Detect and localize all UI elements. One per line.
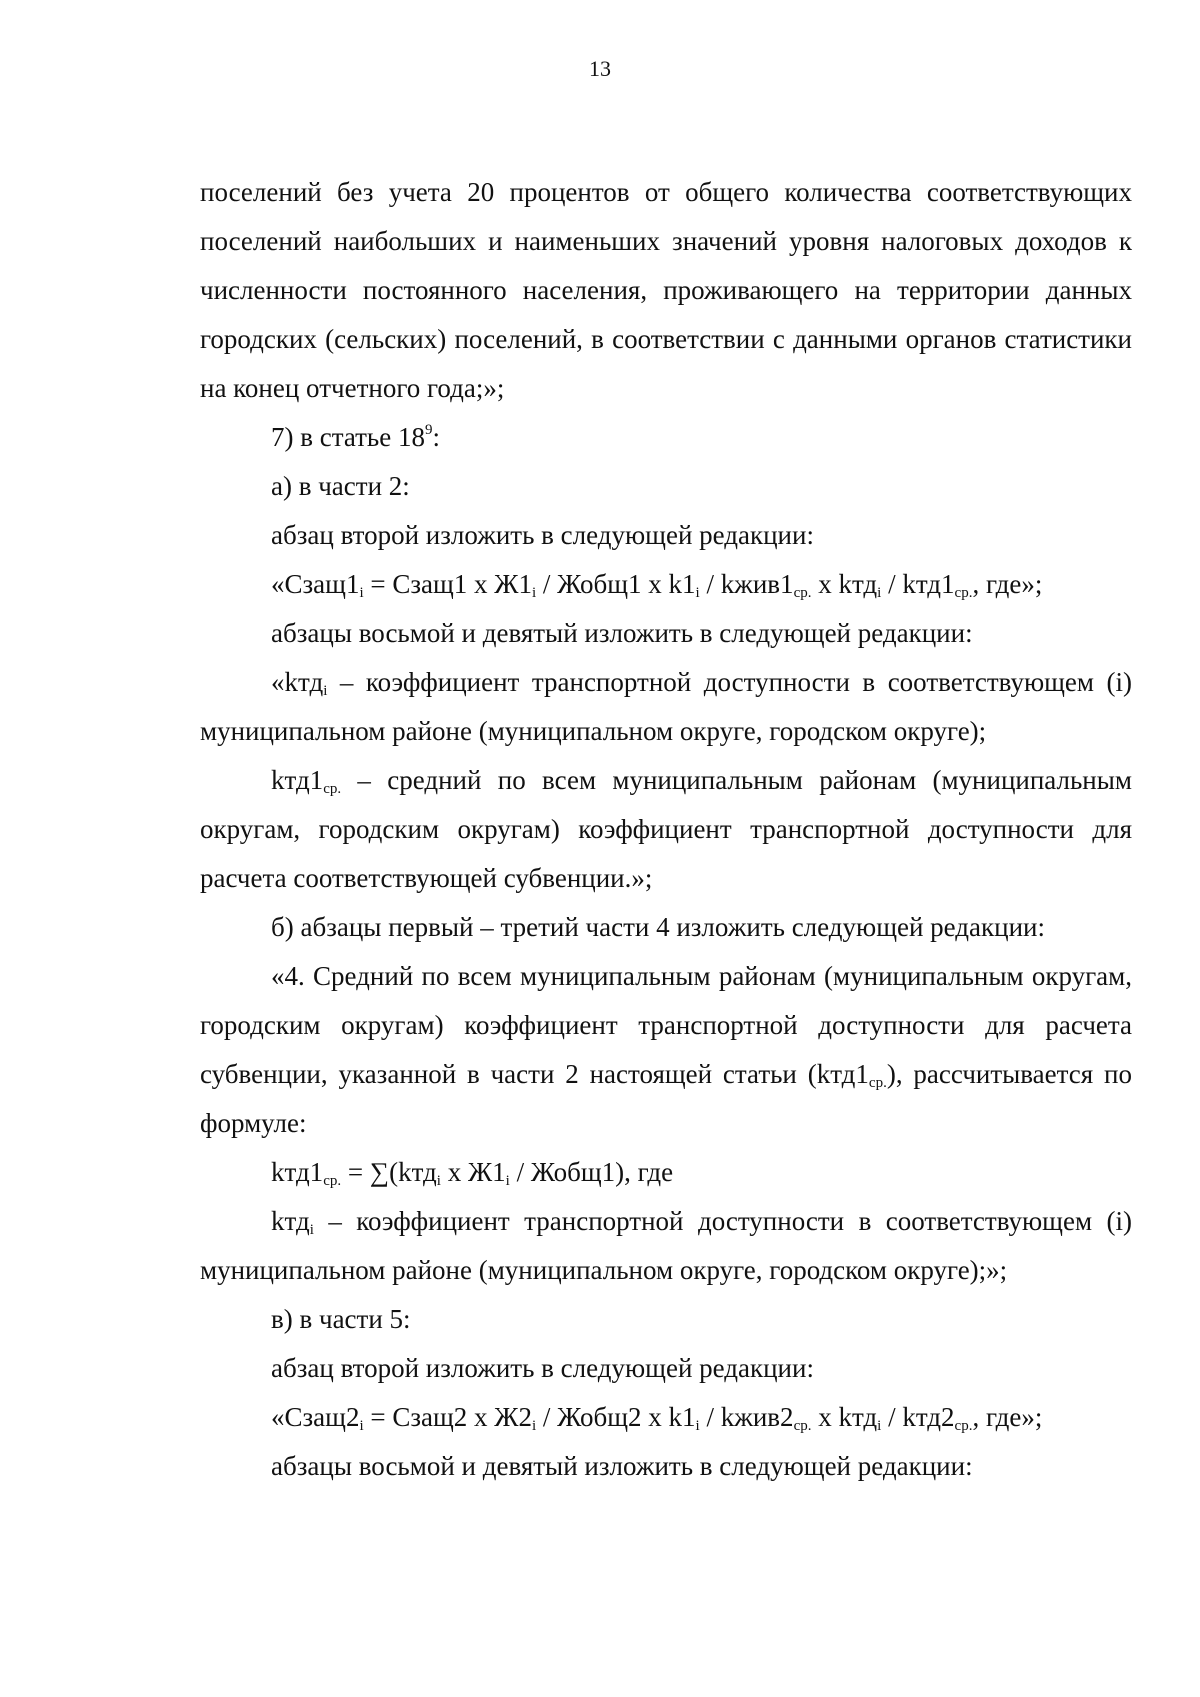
paragraph-eighth-ninth-abzac: абзацы восьмой и девятый изложить в следующей редакции: bbox=[271, 618, 973, 648]
paragraph-ktd-i-definition: «kтд$_i$ – коэффициент транспортной доступности в соответствующем (i) муниципальном районе (муниципальном округе, городском округе); bbox=[200, 667, 1132, 746]
paragraph-part-2: а) в части 2: bbox=[271, 471, 410, 501]
formula-szashch2: «$Сзащ2_i$ = Сзащ2 х $Ж2_i$ / Жобщ2 х $k1_i$ / $kжив2_{ср.}$ х $kтд_i / kтд2_{ср.}$, где»; bbox=[271, 1402, 1043, 1434]
document-body bbox=[200, 168, 1132, 1491]
paragraph-article-18-9: 7) в статье $18^9$: bbox=[271, 422, 440, 452]
superscript: 9 bbox=[424, 422, 433, 438]
paragraph-part-4: б) абзацы первый – третий части 4 изложить следующей редакции: bbox=[271, 912, 1045, 942]
paragraph-ktd-i-definition-2: kтд$_i$ – коэффициент транспортной доступности в соответствующем (i) муниципальном районе (муниципальном округе, городском округе);»; bbox=[200, 1206, 1132, 1285]
paragraph-average-ktd: «4. Средний по всем муниципальным районам (муниципальным округам, городским округам) коэффициент транспортной доступности для расчета субвенции, указанной в части 2 настоящей статьи $(kтд1_{ср.})$, рассчитывается по формуле: bbox=[200, 961, 1132, 1138]
paragraph-eighth-ninth-abzac-2: абзацы восьмой и девятый изложить в следующей редакции: bbox=[271, 1451, 973, 1481]
paragraph-part-5: в) в части 5: bbox=[271, 1304, 411, 1334]
page-number: 13 bbox=[589, 56, 611, 81]
paragraph-second-abzac-2: абзац второй изложить в следующей редакции: bbox=[271, 1353, 814, 1383]
formula-ktd1-average: $kтд1_{ср.} = \sum(kтд_i$ х $Ж1_i$ / Жобщ1), где bbox=[271, 1157, 674, 1189]
paragraph-ktd1-definition: $kтд1_{ср.}$ – средний по всем муниципальным районам (муниципальным округам, городским округам) коэффициент транспортной доступности для расчета соответствующей субвенции.»; bbox=[200, 765, 1132, 893]
paragraph-second-abzac: абзац второй изложить в следующей редакции: bbox=[271, 520, 814, 550]
paragraph-continuation: поселений без учета 20 процентов от общего количества соответствующих поселений наибольших и наименьших значений уровня налоговых доходов к численности постоянного населения, проживающего на территории данных городских (сельских) поселений, в соответствии с данными органов статистики на конец отчетного года;»; bbox=[200, 177, 1132, 403]
formula-szashch1: «$Сзащ1_i$ = Сзащ1 х $Ж1_i$ / Жобщ1 х $k1_i$ / $kжив1_{ср.}$ х $kтд_i / kтд1_{ср.}$, где»; bbox=[271, 569, 1043, 601]
